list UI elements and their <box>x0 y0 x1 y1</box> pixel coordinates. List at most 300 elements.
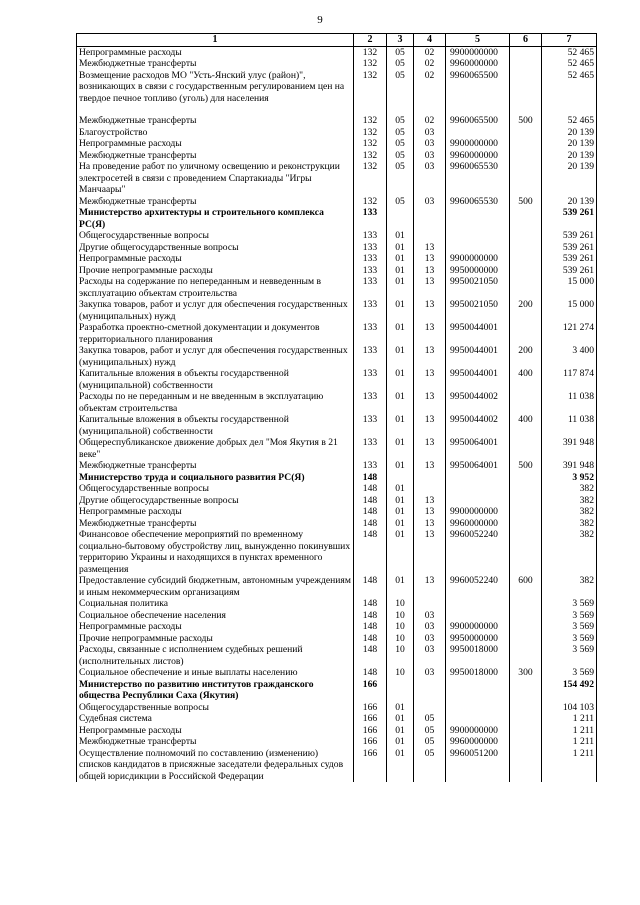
amount-cell: 121 274 <box>542 322 597 345</box>
table-row <box>77 253 597 265</box>
row-name-cell: Социальное обеспечение населения <box>77 610 354 622</box>
expense-type-cell: 600 <box>510 575 542 598</box>
target-article-cell <box>446 713 510 725</box>
ministry-code-cell: 148 <box>354 667 387 679</box>
row-name-cell: Благоустройство <box>77 127 354 139</box>
section-code-cell: 10 <box>387 644 414 667</box>
column-header: 4 <box>414 34 446 47</box>
ministry-code-cell: 132 <box>354 150 387 162</box>
table-row <box>77 633 597 645</box>
table-row <box>77 391 597 414</box>
expense-type-cell <box>510 725 542 737</box>
amount-cell: 391 948 <box>542 437 597 460</box>
target-article-cell: 9950018000 <box>446 667 510 679</box>
target-article-cell: 9900000000 <box>446 506 510 518</box>
row-name-cell: Общегосударственные вопросы <box>77 702 354 714</box>
table-row <box>77 414 597 437</box>
expense-type-cell <box>510 230 542 242</box>
target-article-cell: 9950018000 <box>446 644 510 667</box>
ministry-code-cell: 133 <box>354 265 387 277</box>
row-name-cell: Другие общегосударственные вопросы <box>77 242 354 254</box>
amount-cell: 154 492 <box>542 679 597 702</box>
target-article-cell: 9960000000 <box>446 58 510 70</box>
subsection-code-cell: 13 <box>414 437 446 460</box>
target-article-cell: 9960000000 <box>446 518 510 530</box>
table-row <box>77 368 597 391</box>
subsection-code-cell: 02 <box>414 46 446 58</box>
ministry-code-cell: 133 <box>354 207 387 230</box>
subsection-code-cell: 03 <box>414 667 446 679</box>
expense-type-cell <box>510 529 542 575</box>
ministry-code-cell: 148 <box>354 598 387 610</box>
section-code-cell: 01 <box>387 253 414 265</box>
section-code-cell: 01 <box>387 391 414 414</box>
row-name-cell: Непрограммные расходы <box>77 621 354 633</box>
ministry-code-cell: 133 <box>354 437 387 460</box>
row-name-cell: Другие общегосударственные вопросы <box>77 495 354 507</box>
ministry-code-cell: 132 <box>354 127 387 139</box>
expense-type-cell <box>510 713 542 725</box>
section-code-cell <box>387 472 414 484</box>
ministry-code-cell: 148 <box>354 518 387 530</box>
table-row <box>77 115 597 127</box>
subsection-code-cell: 05 <box>414 736 446 748</box>
expense-type-cell <box>510 748 542 783</box>
target-article-cell: 9900000000 <box>446 138 510 150</box>
section-code-cell: 05 <box>387 70 414 105</box>
table-header-row <box>77 34 597 47</box>
subsection-code-cell <box>414 483 446 495</box>
amount-cell: 20 139 <box>542 161 597 196</box>
empty-cell <box>510 104 542 115</box>
target-article-cell <box>446 495 510 507</box>
subsection-code-cell: 03 <box>414 610 446 622</box>
table-row <box>77 150 597 162</box>
table-row <box>77 161 597 196</box>
target-article-cell: 9900000000 <box>446 253 510 265</box>
target-article-cell: 9960052240 <box>446 529 510 575</box>
ministry-code-cell: 148 <box>354 633 387 645</box>
amount-cell: 382 <box>542 495 597 507</box>
table-row <box>77 230 597 242</box>
row-name-cell: Межбюджетные трансферты <box>77 150 354 162</box>
expense-type-cell <box>510 437 542 460</box>
subsection-code-cell: 02 <box>414 58 446 70</box>
expense-type-cell <box>510 679 542 702</box>
amount-cell: 3 569 <box>542 633 597 645</box>
expense-type-cell <box>510 276 542 299</box>
ministry-code-cell: 132 <box>354 70 387 105</box>
column-header: 6 <box>510 34 542 47</box>
table-row <box>77 725 597 737</box>
subsection-code-cell: 13 <box>414 460 446 472</box>
row-name-cell: Непрограммные расходы <box>77 725 354 737</box>
row-name-cell: Расходы по не переданным и не введенным в эксплуатацию объектам строительства <box>77 391 354 414</box>
section-code-cell: 01 <box>387 506 414 518</box>
section-code-cell: 01 <box>387 483 414 495</box>
subsection-code-cell: 05 <box>414 725 446 737</box>
expense-type-cell <box>510 598 542 610</box>
column-header: 5 <box>446 34 510 47</box>
section-code-cell: 10 <box>387 633 414 645</box>
target-article-cell: 9950044001 <box>446 368 510 391</box>
table-row <box>77 322 597 345</box>
section-code-cell: 01 <box>387 322 414 345</box>
amount-cell: 539 261 <box>542 265 597 277</box>
table-row <box>77 472 597 484</box>
row-name-cell: Межбюджетные трансферты <box>77 518 354 530</box>
target-article-cell <box>446 679 510 702</box>
row-name-cell: Общегосударственные вопросы <box>77 230 354 242</box>
expense-type-cell <box>510 472 542 484</box>
expense-type-cell <box>510 127 542 139</box>
amount-cell: 1 211 <box>542 725 597 737</box>
subsection-code-cell: 13 <box>414 242 446 254</box>
target-article-cell: 9950021050 <box>446 299 510 322</box>
row-name-cell: Предоставление субсидий бюджетным, автономным учреждениям и иным некоммерческим организациям <box>77 575 354 598</box>
budget-table <box>76 33 597 782</box>
target-article-cell: 9960065530 <box>446 196 510 208</box>
section-code-cell: 01 <box>387 299 414 322</box>
ministry-code-cell: 148 <box>354 495 387 507</box>
target-article-cell: 9950000000 <box>446 633 510 645</box>
table-row <box>77 460 597 472</box>
expense-type-cell: 200 <box>510 299 542 322</box>
table-row <box>77 518 597 530</box>
ministry-code-cell: 133 <box>354 230 387 242</box>
table-body <box>77 46 597 782</box>
subsection-code-cell: 13 <box>414 529 446 575</box>
subsection-code-cell: 13 <box>414 345 446 368</box>
subsection-code-cell: 03 <box>414 127 446 139</box>
ministry-code-cell: 132 <box>354 58 387 70</box>
section-code-cell: 10 <box>387 598 414 610</box>
subsection-code-cell: 03 <box>414 633 446 645</box>
row-name-cell: Разработка проектно-сметной документации и документов территориального планирования <box>77 322 354 345</box>
table-row <box>77 748 597 783</box>
row-name-cell: Закупка товаров, работ и услуг для обеспечения государственных (муниципальных) нужд <box>77 299 354 322</box>
ministry-code-cell: 148 <box>354 575 387 598</box>
section-code-cell: 05 <box>387 161 414 196</box>
subsection-code-cell: 13 <box>414 299 446 322</box>
ministry-code-cell: 133 <box>354 276 387 299</box>
target-article-cell: 9950044001 <box>446 322 510 345</box>
amount-cell: 3 569 <box>542 667 597 679</box>
amount-cell: 20 139 <box>542 127 597 139</box>
expense-type-cell <box>510 265 542 277</box>
ministry-code-cell: 132 <box>354 115 387 127</box>
amount-cell: 11 038 <box>542 414 597 437</box>
subsection-code-cell: 13 <box>414 495 446 507</box>
section-code-cell: 01 <box>387 414 414 437</box>
target-article-cell <box>446 207 510 230</box>
row-name-cell: Межбюджетные трансферты <box>77 460 354 472</box>
table-row <box>77 702 597 714</box>
table-row <box>77 46 597 58</box>
subsection-code-cell <box>414 679 446 702</box>
subsection-code-cell <box>414 230 446 242</box>
row-name-cell: Социальная политика <box>77 598 354 610</box>
row-name-cell: Капитальные вложения в объекты государственной (муниципальной) собственности <box>77 368 354 391</box>
row-name-cell: Непрограммные расходы <box>77 253 354 265</box>
expense-type-cell: 500 <box>510 196 542 208</box>
section-code-cell: 01 <box>387 529 414 575</box>
amount-cell: 382 <box>542 506 597 518</box>
ministry-code-cell: 148 <box>354 506 387 518</box>
table-row <box>77 70 597 105</box>
ministry-code-cell: 166 <box>354 748 387 783</box>
subsection-code-cell <box>414 472 446 484</box>
row-name-cell: Межбюджетные трансферты <box>77 58 354 70</box>
column-header: 2 <box>354 34 387 47</box>
subsection-code-cell: 03 <box>414 138 446 150</box>
section-code-cell: 10 <box>387 667 414 679</box>
target-article-cell: 9960065530 <box>446 161 510 196</box>
ministry-code-cell: 133 <box>354 299 387 322</box>
section-code-cell: 01 <box>387 368 414 391</box>
expense-type-cell <box>510 621 542 633</box>
amount-cell: 382 <box>542 518 597 530</box>
ministry-code-cell: 133 <box>354 414 387 437</box>
amount-cell: 3 569 <box>542 610 597 622</box>
ministry-code-cell: 132 <box>354 161 387 196</box>
row-name-cell: Расходы на содержание по непереданным и невведенным в эксплуатацию объектам строительства <box>77 276 354 299</box>
ministry-code-cell: 132 <box>354 46 387 58</box>
expense-type-cell <box>510 46 542 58</box>
subsection-code-cell <box>414 702 446 714</box>
section-code-cell: 05 <box>387 138 414 150</box>
column-header: 1 <box>77 34 354 47</box>
empty-cell <box>414 104 446 115</box>
subsection-code-cell: 13 <box>414 322 446 345</box>
row-name-cell: На проведение работ по уличному освещению и реконструкции электросетей в связи с проведением Спартакиады "Игры Манчаары" <box>77 161 354 196</box>
subsection-code-cell: 13 <box>414 253 446 265</box>
section-code-cell: 01 <box>387 518 414 530</box>
expense-type-cell <box>510 736 542 748</box>
expense-type-cell <box>510 242 542 254</box>
target-article-cell: 9950044002 <box>446 414 510 437</box>
table-row <box>77 644 597 667</box>
subsection-code-cell: 13 <box>414 368 446 391</box>
table-row <box>77 242 597 254</box>
row-name-cell: Общереспубликанское движение добрых дел "Моя Якутия в 21 веке" <box>77 437 354 460</box>
table-row <box>77 104 597 115</box>
ministry-code-cell: 133 <box>354 242 387 254</box>
table-row <box>77 437 597 460</box>
ministry-code-cell: 133 <box>354 253 387 265</box>
table-row <box>77 276 597 299</box>
row-name-cell: Межбюджетные трансферты <box>77 115 354 127</box>
target-article-cell: 9960051200 <box>446 748 510 783</box>
subsection-code-cell: 05 <box>414 748 446 783</box>
row-name-cell: Министерство труда и социального развития РС(Я) <box>77 472 354 484</box>
table-row <box>77 299 597 322</box>
section-code-cell: 01 <box>387 345 414 368</box>
target-article-cell <box>446 242 510 254</box>
target-article-cell <box>446 230 510 242</box>
amount-cell: 20 139 <box>542 150 597 162</box>
column-header: 7 <box>542 34 597 47</box>
amount-cell: 117 874 <box>542 368 597 391</box>
table-row <box>77 196 597 208</box>
section-code-cell: 01 <box>387 437 414 460</box>
expense-type-cell <box>510 322 542 345</box>
expense-type-cell <box>510 253 542 265</box>
expense-type-cell <box>510 495 542 507</box>
target-article-cell <box>446 472 510 484</box>
target-article-cell: 9960000000 <box>446 150 510 162</box>
subsection-code-cell: 13 <box>414 276 446 299</box>
subsection-code-cell: 03 <box>414 644 446 667</box>
amount-cell: 3 569 <box>542 598 597 610</box>
target-article-cell: 9960052240 <box>446 575 510 598</box>
subsection-code-cell: 05 <box>414 713 446 725</box>
section-code-cell: 05 <box>387 150 414 162</box>
amount-cell: 539 261 <box>542 242 597 254</box>
expense-type-cell <box>510 518 542 530</box>
amount-cell: 3 952 <box>542 472 597 484</box>
amount-cell: 52 465 <box>542 115 597 127</box>
ministry-code-cell: 148 <box>354 483 387 495</box>
target-article-cell: 9950021050 <box>446 276 510 299</box>
table-row <box>77 713 597 725</box>
row-name-cell: Финансовое обеспечение мероприятий по временному социально-бытовому обустройству лиц, вынужденно покинувших территорию Украины и находящихся в пунктах временного размещения <box>77 529 354 575</box>
ministry-code-cell: 148 <box>354 610 387 622</box>
subsection-code-cell: 03 <box>414 621 446 633</box>
subsection-code-cell: 13 <box>414 414 446 437</box>
amount-cell: 15 000 <box>542 299 597 322</box>
row-name-cell: Осуществление полномочий по составлению (изменению) списков кандидатов в присяжные заседатели федеральных судов общей юрисдикции в Российской Федерации <box>77 748 354 783</box>
target-article-cell <box>446 610 510 622</box>
amount-cell: 382 <box>542 529 597 575</box>
ministry-code-cell: 166 <box>354 679 387 702</box>
subsection-code-cell: 02 <box>414 70 446 105</box>
expense-type-cell <box>510 506 542 518</box>
table-row <box>77 621 597 633</box>
amount-cell: 391 948 <box>542 460 597 472</box>
row-name-cell: Судебная система <box>77 713 354 725</box>
ministry-code-cell: 133 <box>354 391 387 414</box>
amount-cell: 52 465 <box>542 58 597 70</box>
expense-type-cell: 300 <box>510 667 542 679</box>
row-name-cell: Капитальные вложения в объекты государственной (муниципальной) собственности <box>77 414 354 437</box>
row-name-cell: Расходы, связанные с исполнением судебных решений (исполнительных листов) <box>77 644 354 667</box>
amount-cell: 20 139 <box>542 138 597 150</box>
target-article-cell: 9900000000 <box>446 46 510 58</box>
expense-type-cell <box>510 58 542 70</box>
ministry-code-cell: 133 <box>354 322 387 345</box>
column-header: 3 <box>387 34 414 47</box>
table-row <box>77 265 597 277</box>
expense-type-cell <box>510 702 542 714</box>
amount-cell: 382 <box>542 483 597 495</box>
empty-cell <box>77 104 354 115</box>
expense-type-cell <box>510 610 542 622</box>
empty-cell <box>354 104 387 115</box>
table-row <box>77 529 597 575</box>
target-article-cell: 9950044002 <box>446 391 510 414</box>
amount-cell: 539 261 <box>542 207 597 230</box>
section-code-cell: 05 <box>387 46 414 58</box>
row-name-cell: Межбюджетные трансферты <box>77 196 354 208</box>
section-code-cell: 01 <box>387 460 414 472</box>
target-article-cell <box>446 127 510 139</box>
expense-type-cell: 200 <box>510 345 542 368</box>
ministry-code-cell: 166 <box>354 725 387 737</box>
expense-type-cell <box>510 161 542 196</box>
section-code-cell: 10 <box>387 621 414 633</box>
target-article-cell: 9950000000 <box>446 265 510 277</box>
subsection-code-cell: 02 <box>414 115 446 127</box>
amount-cell: 52 465 <box>542 46 597 58</box>
expense-type-cell: 500 <box>510 115 542 127</box>
table-row <box>77 58 597 70</box>
target-article-cell <box>446 483 510 495</box>
amount-cell: 3 569 <box>542 621 597 633</box>
subsection-code-cell: 13 <box>414 518 446 530</box>
table-row <box>77 483 597 495</box>
row-name-cell: Возмещение расходов МО "Усть-Янский улус (район)", возникающих в связи с государственным регулированием цен на твердое печное топливо (уголь) для населения <box>77 70 354 105</box>
expense-type-cell <box>510 150 542 162</box>
section-code-cell: 01 <box>387 230 414 242</box>
ministry-code-cell: 148 <box>354 621 387 633</box>
page-number: 9 <box>317 14 323 26</box>
expense-type-cell: 400 <box>510 414 542 437</box>
subsection-code-cell: 03 <box>414 196 446 208</box>
amount-cell: 15 000 <box>542 276 597 299</box>
table-row <box>77 610 597 622</box>
ministry-code-cell: 133 <box>354 368 387 391</box>
amount-cell: 3 400 <box>542 345 597 368</box>
section-code-cell: 01 <box>387 725 414 737</box>
ministry-code-cell: 166 <box>354 736 387 748</box>
section-code-cell: 05 <box>387 127 414 139</box>
expense-type-cell <box>510 138 542 150</box>
ministry-code-cell: 148 <box>354 529 387 575</box>
table-row <box>77 138 597 150</box>
section-code-cell: 01 <box>387 265 414 277</box>
target-article-cell <box>446 598 510 610</box>
expense-type-cell <box>510 633 542 645</box>
section-code-cell: 01 <box>387 748 414 783</box>
amount-cell: 1 211 <box>542 713 597 725</box>
subsection-code-cell: 03 <box>414 150 446 162</box>
section-code-cell <box>387 207 414 230</box>
target-article-cell: 9960065500 <box>446 115 510 127</box>
table-row <box>77 736 597 748</box>
target-article-cell: 9900000000 <box>446 725 510 737</box>
expense-type-cell <box>510 391 542 414</box>
target-article-cell <box>446 702 510 714</box>
row-name-cell: Прочие непрограммные расходы <box>77 265 354 277</box>
subsection-code-cell: 13 <box>414 265 446 277</box>
section-code-cell: 05 <box>387 58 414 70</box>
section-code-cell: 01 <box>387 713 414 725</box>
expense-type-cell: 500 <box>510 460 542 472</box>
target-article-cell: 9950064001 <box>446 460 510 472</box>
table-row <box>77 207 597 230</box>
amount-cell: 11 038 <box>542 391 597 414</box>
ministry-code-cell: 132 <box>354 138 387 150</box>
expense-type-cell <box>510 70 542 105</box>
subsection-code-cell: 13 <box>414 575 446 598</box>
empty-cell <box>446 104 510 115</box>
table-row <box>77 679 597 702</box>
section-code-cell: 10 <box>387 610 414 622</box>
table-row <box>77 667 597 679</box>
row-name-cell: Межбюджетные трансферты <box>77 736 354 748</box>
amount-cell: 3 569 <box>542 644 597 667</box>
